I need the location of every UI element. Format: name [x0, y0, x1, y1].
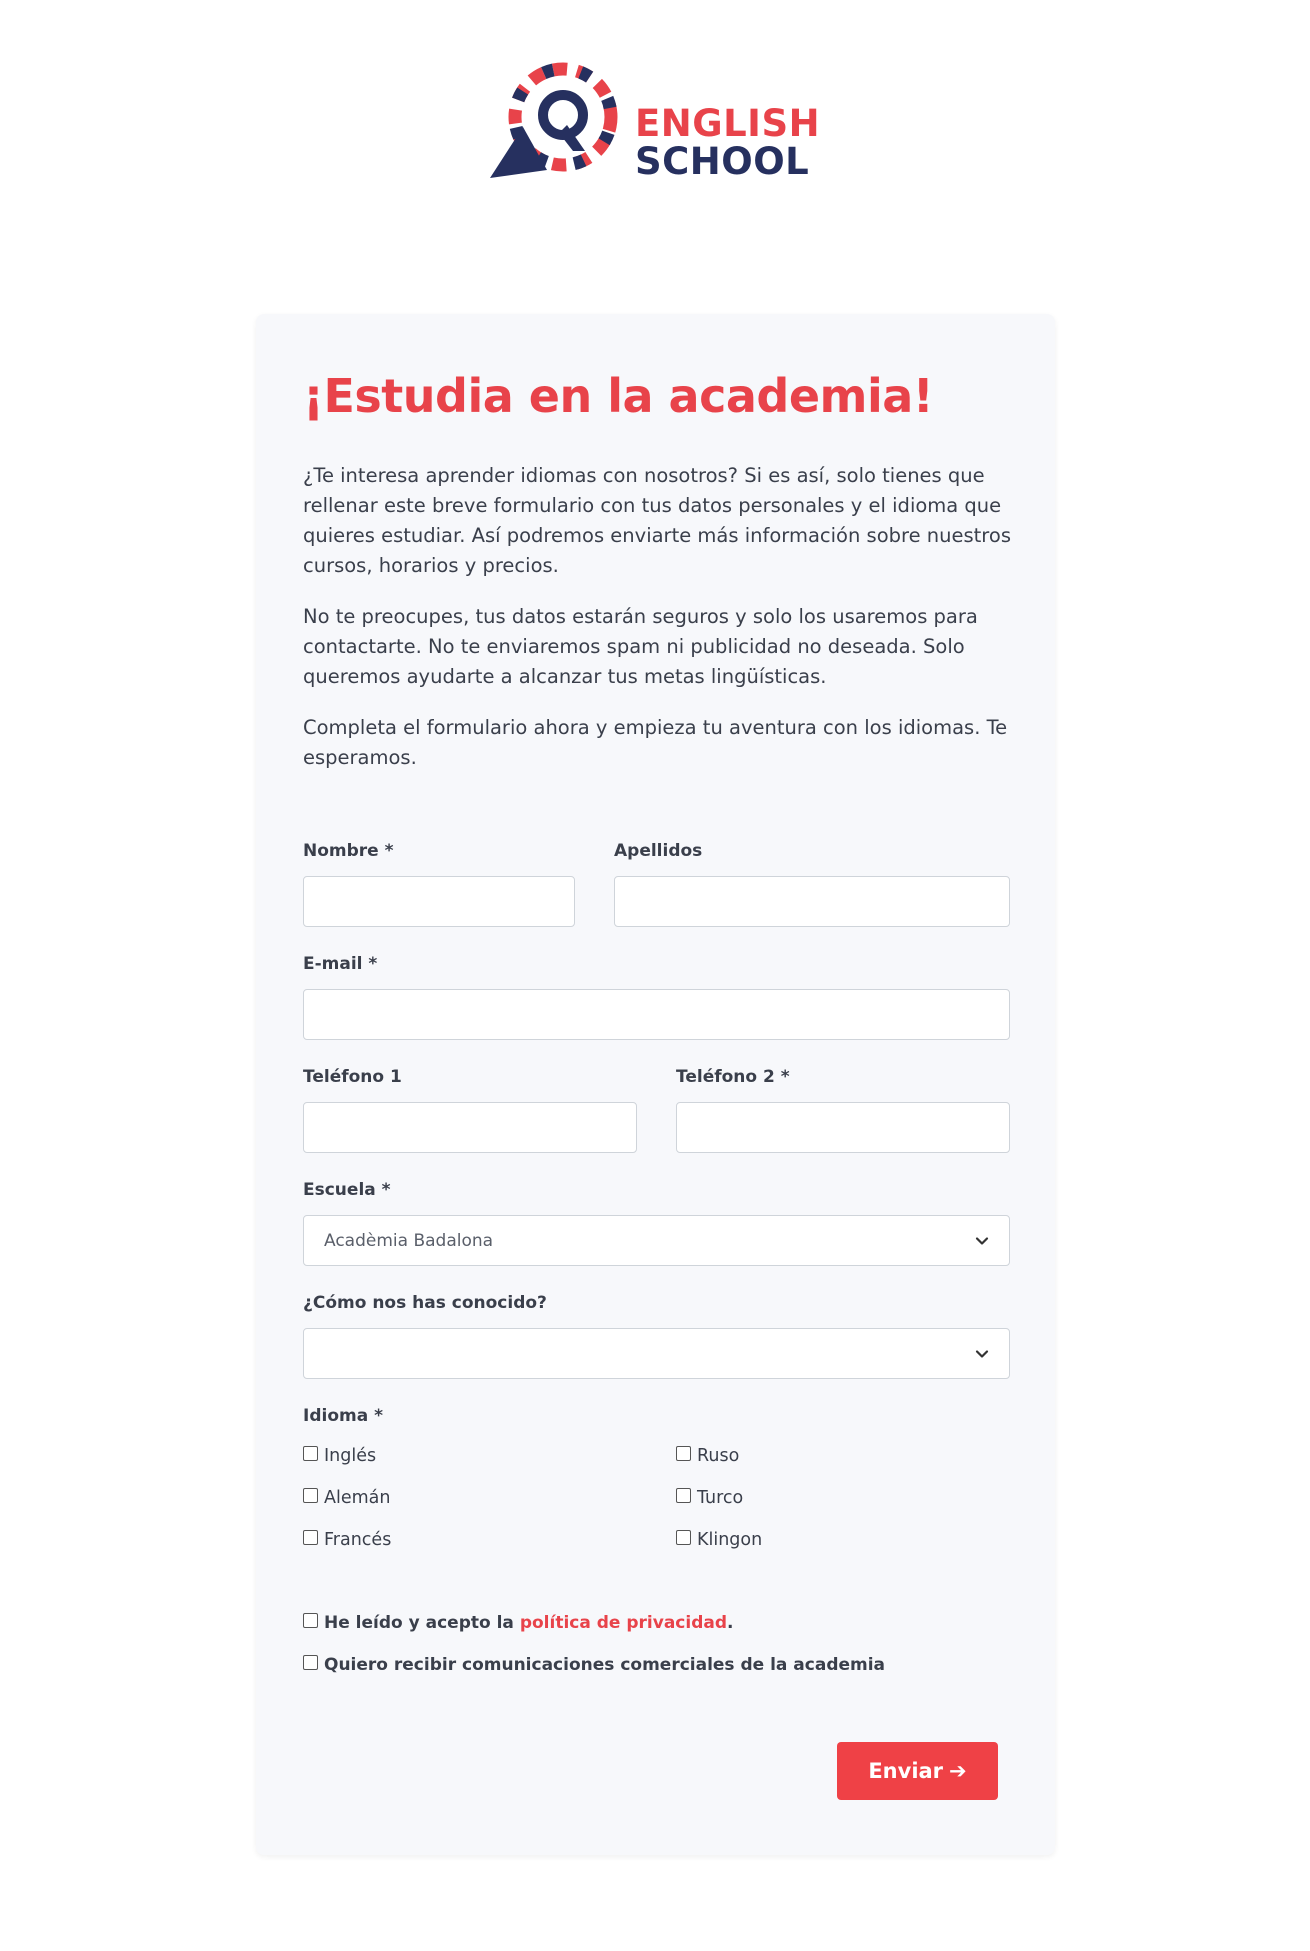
idioma-option-label: Alemán	[324, 1488, 391, 1508]
nombre-input[interactable]	[303, 876, 575, 927]
idioma-option-ingles[interactable]	[303, 1446, 376, 1466]
checkbox[interactable]	[303, 1446, 318, 1461]
escuela-label: Escuela *	[303, 1180, 391, 1200]
submit-button[interactable]	[837, 1742, 998, 1800]
idioma-label: Idioma *	[303, 1406, 383, 1426]
privacy-policy-link[interactable]: política de privacidad	[519, 1613, 728, 1633]
email-input[interactable]	[303, 989, 1010, 1040]
checkbox[interactable]	[303, 1488, 318, 1503]
logo-wordmark	[635, 102, 821, 183]
idioma-option-label: Ruso	[697, 1446, 740, 1466]
chevron-down-icon	[975, 1234, 989, 1248]
checkbox[interactable]	[676, 1530, 691, 1545]
idioma-option-label: Inglés	[324, 1446, 377, 1466]
conocido-select[interactable]	[303, 1328, 1010, 1379]
checkbox[interactable]	[676, 1488, 691, 1503]
checkbox[interactable]	[676, 1446, 691, 1461]
logo	[485, 55, 825, 190]
marketing-consent-label: Quiero recibir comunicaciones comerciales de la academia	[324, 1655, 886, 1675]
intro-paragraph-1: ¿Te interesa aprender idiomas con nosotros? Si es así, solo tienes que rellenar este breve formulario con tus datos personales y el idioma que quieres estudiar. Así podremos enviarte más información sobre nuestros cursos, horarios y precios.	[303, 464, 1011, 577]
privacy-consent[interactable]	[303, 1613, 733, 1633]
checkbox[interactable]	[303, 1530, 318, 1545]
form-intro	[303, 461, 1013, 794]
telefono1-input[interactable]	[303, 1102, 637, 1153]
intro-paragraph-3: Completa el formulario ahora y empieza tu aventura con los idiomas. Te esperamos.	[303, 716, 1008, 769]
signup-form-card	[256, 314, 1055, 1855]
submit-label: Enviar	[868, 1759, 944, 1783]
form-title: ¡Estudia en la academia!	[303, 369, 934, 423]
idioma-option-ruso[interactable]	[676, 1446, 739, 1466]
arrow-right-icon: ➔	[949, 1759, 967, 1783]
idioma-option-label: Turco	[697, 1488, 744, 1508]
apellidos-label: Apellidos	[614, 841, 703, 861]
logo-line-english: ENGLISH	[635, 102, 821, 145]
idioma-option-frances[interactable]	[303, 1530, 391, 1550]
idioma-option-label: Francés	[324, 1530, 392, 1550]
idioma-option-label: Klingon	[697, 1530, 763, 1550]
idioma-option-turco[interactable]	[676, 1488, 743, 1508]
checkbox[interactable]	[303, 1655, 318, 1670]
speech-bubble-q-icon	[485, 55, 625, 185]
idioma-option-aleman[interactable]	[303, 1488, 390, 1508]
marketing-consent[interactable]	[303, 1655, 885, 1675]
privacy-prefix: He leído y acepto la	[324, 1613, 520, 1633]
escuela-select[interactable]	[303, 1215, 1010, 1266]
email-label: E-mail *	[303, 954, 378, 974]
conocido-label: ¿Cómo nos has conocido?	[303, 1293, 547, 1313]
privacy-consent-label	[324, 1613, 733, 1633]
logo-line-school: SCHOOL	[635, 140, 810, 183]
nombre-label: Nombre *	[303, 841, 394, 861]
telefono2-input[interactable]	[676, 1102, 1010, 1153]
checkbox[interactable]	[303, 1613, 318, 1628]
apellidos-input[interactable]	[614, 876, 1010, 927]
telefono2-label: Teléfono 2 *	[676, 1067, 790, 1087]
escuela-selected-value: Acadèmia Badalona	[324, 1230, 494, 1251]
privacy-suffix: .	[727, 1613, 734, 1633]
intro-paragraph-2: No te preocupes, tus datos estarán seguros y solo los usaremos para contactarte. No te enviaremos spam ni publicidad no deseada. Solo queremos ayudarte a alcanzar tus metas lingüísticas.	[303, 605, 978, 688]
telefono1-label: Teléfono 1	[303, 1067, 402, 1087]
chevron-down-icon	[975, 1347, 989, 1361]
idioma-option-klingon[interactable]	[676, 1530, 762, 1550]
